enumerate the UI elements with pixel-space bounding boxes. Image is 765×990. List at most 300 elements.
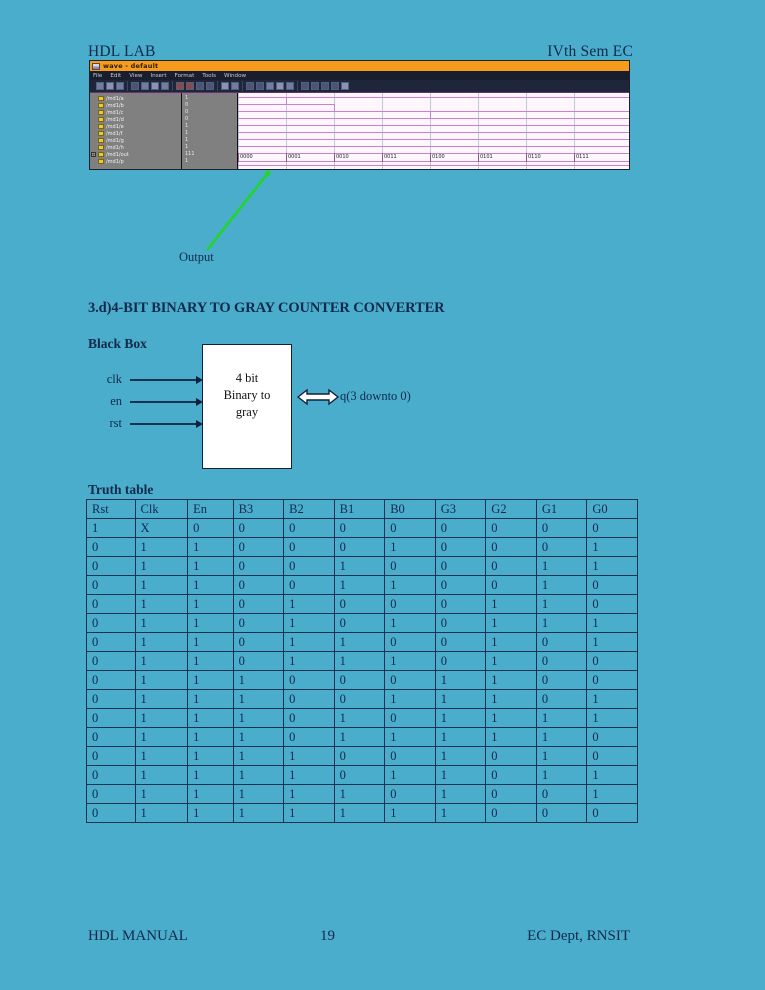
- wave-bus-tick: [526, 153, 527, 162]
- section-heading: 3.d)4-BIT BINARY TO GRAY COUNTER CONVERTER: [88, 300, 445, 316]
- truth-table-cell: 0: [284, 557, 335, 576]
- truth-table-cell: 1: [188, 652, 233, 671]
- truth-table-cell: 1: [334, 652, 385, 671]
- prev-transition-icon[interactable]: [196, 82, 204, 90]
- wave-signal-row[interactable]: [90, 123, 181, 130]
- truth-table-cell: 0: [87, 576, 136, 595]
- truth-table-cell: 0: [87, 633, 136, 652]
- header-left-text: HDL LAB: [88, 43, 156, 60]
- truth-table-cell: 0: [87, 538, 136, 557]
- truth-table-cell: 1: [135, 747, 188, 766]
- column-header-g2: G2: [486, 500, 537, 519]
- wave-edge: [286, 97, 287, 104]
- truth-table-cell: 0: [486, 538, 537, 557]
- signal-icon: [98, 131, 104, 136]
- truth-table-title: Truth table: [88, 482, 154, 497]
- cut-icon[interactable]: [131, 82, 139, 90]
- truth-table-cell: 0: [385, 747, 436, 766]
- wave-menubar: [90, 71, 629, 80]
- select-mode-icon[interactable]: [221, 82, 229, 90]
- wave-bus-tick: [478, 153, 479, 162]
- truth-table-cell: 1: [587, 614, 638, 633]
- footer-right-text: EC Dept, RNSIT: [527, 928, 630, 944]
- document-header: [88, 43, 633, 61]
- truth-table-cell: 0: [233, 614, 284, 633]
- menu-item-window[interactable]: Window: [224, 72, 247, 79]
- wave-bus-tick: [286, 153, 287, 162]
- truth-table-cell: 1: [284, 804, 335, 823]
- truth-table-cell: 0: [536, 785, 587, 804]
- truth-table-cell: 1: [486, 690, 537, 709]
- group-icon[interactable]: [311, 82, 319, 90]
- truth-table-cell: 1: [334, 576, 385, 595]
- truth-table-cell: 1: [188, 766, 233, 785]
- signal-value: 1: [185, 130, 189, 136]
- truth-table-cell: 1: [135, 595, 188, 614]
- truth-table-cell: 0: [284, 576, 335, 595]
- truth-table-cell: 0: [284, 671, 335, 690]
- wave-window-title: wave - default: [103, 62, 159, 70]
- signal-value: 0: [185, 116, 189, 122]
- truth-table-cell: 0: [486, 804, 537, 823]
- menu-item-insert[interactable]: Insert: [150, 72, 167, 79]
- wave-trace: [286, 104, 334, 105]
- truth-table-cell: 0: [87, 595, 136, 614]
- signal-name: /md1/e: [106, 123, 124, 130]
- blackbox-subheading: Black Box: [88, 336, 147, 351]
- signal-value: 1: [185, 137, 189, 143]
- wave-signal-row[interactable]: [90, 95, 181, 102]
- truth-table-row: [87, 709, 638, 728]
- truth-table-cell: 1: [233, 766, 284, 785]
- truth-table-cell: 0: [536, 538, 587, 557]
- truth-table-row: [87, 614, 638, 633]
- truth-table-cell: 0: [87, 728, 136, 747]
- wave-trace: [238, 165, 629, 166]
- blackbox-line-1: 4 bit: [235, 371, 259, 385]
- truth-table-row: [87, 728, 638, 747]
- truth-table-cell: 0: [233, 557, 284, 576]
- signal-icon: [98, 145, 104, 150]
- blackbox-input-label-clk: clk: [106, 372, 122, 386]
- column-header-b1: B1: [334, 500, 385, 519]
- wave-body: [90, 93, 629, 170]
- truth-table-row: [87, 633, 638, 652]
- truth-table-cell: 0: [284, 519, 335, 538]
- delete-cursor-icon[interactable]: [186, 82, 194, 90]
- truth-table-row: [87, 785, 638, 804]
- truth-table-cell: 1: [536, 766, 587, 785]
- arrow-line: [207, 173, 268, 250]
- truth-table-cell: 0: [435, 576, 486, 595]
- truth-table-cell: 0: [284, 728, 335, 747]
- truth-table-cell: 0: [486, 785, 537, 804]
- wave-trace: [238, 118, 629, 119]
- truth-table-cell: 0: [435, 538, 486, 557]
- truth-table-row: [87, 804, 638, 823]
- column-header-clk: Clk: [135, 500, 188, 519]
- wave-signal-row[interactable]: [90, 109, 181, 116]
- truth-table-cell: 1: [435, 747, 486, 766]
- truth-table-cell: 1: [233, 785, 284, 804]
- truth-table-cell: 1: [233, 728, 284, 747]
- truth-table-cell: 1: [233, 709, 284, 728]
- truth-table-cell: 1: [536, 728, 587, 747]
- truth-table-cell: 1: [435, 766, 486, 785]
- truth-table-cell: 0: [334, 690, 385, 709]
- wave-bus-value: 0011: [384, 154, 397, 160]
- truth-table-cell: 0: [87, 766, 136, 785]
- ungroup-icon[interactable]: [321, 82, 329, 90]
- wave-trace: [238, 139, 629, 140]
- truth-table-cell: 0: [587, 728, 638, 747]
- wave-signal-name-pane[interactable]: [90, 93, 182, 170]
- wave-trace: [238, 97, 629, 98]
- truth-table-cell: 1: [233, 747, 284, 766]
- truth-table-cell: 0: [536, 652, 587, 671]
- truth-table-cell: 1: [284, 614, 335, 633]
- truth-table-cell: 0: [334, 614, 385, 633]
- truth-table-cell: 0: [536, 519, 587, 538]
- truth-table: [86, 499, 638, 823]
- truth-table-row: [87, 519, 638, 538]
- modelsim-wave-window: [89, 60, 630, 170]
- truth-table-cell: 0: [587, 595, 638, 614]
- truth-table-cell: 1: [188, 804, 233, 823]
- truth-table-cell: 1: [536, 614, 587, 633]
- truth-table-cell: 0: [435, 633, 486, 652]
- zoom-cursor-icon[interactable]: [286, 82, 294, 90]
- wave-bus-bottom-edge: [238, 161, 629, 162]
- menu-item-tools[interactable]: Tools: [202, 72, 217, 79]
- blackbox-output-label: q(3 downto 0): [340, 389, 411, 403]
- column-header-g0: G0: [587, 500, 638, 519]
- wave-canvas[interactable]: [238, 93, 629, 170]
- truth-table-cell: 1: [233, 690, 284, 709]
- zoom-range-icon[interactable]: [276, 82, 284, 90]
- truth-table-cell: 1: [536, 747, 587, 766]
- truth-table-cell: 1: [188, 785, 233, 804]
- signal-name: /md1/p: [106, 158, 124, 165]
- truth-table-cell: 0: [435, 557, 486, 576]
- wave-bus-tick: [382, 153, 383, 162]
- wave-edge: [430, 111, 431, 118]
- wave-value-pane: [182, 93, 238, 170]
- truth-table-cell: 1: [135, 671, 188, 690]
- wave-signal-row[interactable]: [90, 102, 181, 109]
- truth-table-cell: 0: [233, 576, 284, 595]
- properties-icon[interactable]: [341, 82, 349, 90]
- truth-table-cell: 1: [486, 595, 537, 614]
- next-transition-icon[interactable]: [206, 82, 214, 90]
- blackbox-body: [202, 344, 292, 469]
- truth-table-cell: 1: [486, 671, 537, 690]
- column-header-b3: B3: [233, 500, 284, 519]
- truth-table-cell: 1: [385, 538, 436, 557]
- truth-table-cell: 0: [334, 538, 385, 557]
- combine-icon[interactable]: [331, 82, 339, 90]
- truth-table-cell: 0: [486, 576, 537, 595]
- wave-trace: [238, 146, 629, 147]
- truth-table-row: [87, 538, 638, 557]
- truth-table-cell: 1: [486, 709, 537, 728]
- signal-name: /md1/c: [106, 109, 124, 116]
- truth-table-row: [87, 652, 638, 671]
- truth-table-cell: 1: [385, 652, 436, 671]
- blackbox-diagram: [88, 340, 488, 475]
- truth-table-cell: 1: [188, 671, 233, 690]
- truth-table-cell: 1: [587, 690, 638, 709]
- signal-name: /md1/b: [106, 102, 124, 109]
- blackbox-input-label-rst: rst: [109, 416, 122, 430]
- truth-table-cell: 1: [587, 709, 638, 728]
- wave-bus-value: 0100: [432, 154, 445, 160]
- wave-trace: [238, 132, 629, 133]
- truth-table-cell: 1: [188, 576, 233, 595]
- truth-table-cell: 0: [486, 557, 537, 576]
- truth-table-cell: 0: [233, 538, 284, 557]
- blackbox-line-3: gray: [235, 405, 259, 419]
- arrow-head-dot: [265, 170, 270, 175]
- truth-table-cell: 0: [587, 747, 638, 766]
- truth-table-cell: 0: [587, 652, 638, 671]
- truth-table-cell: 0: [385, 595, 436, 614]
- document-footer: [88, 928, 630, 945]
- copy-icon[interactable]: [141, 82, 149, 90]
- signal-value: 0: [185, 109, 189, 115]
- signal-value: 111: [185, 151, 195, 157]
- truth-table-cell: 1: [135, 614, 188, 633]
- truth-table-cell: 1: [486, 614, 537, 633]
- truth-table-cell: 1: [284, 785, 335, 804]
- menu-item-view[interactable]: View: [129, 72, 143, 79]
- truth-table-cell: 0: [385, 671, 436, 690]
- truth-table-cell: 0: [536, 671, 587, 690]
- truth-table-cell: 0: [87, 614, 136, 633]
- truth-table-cell: 1: [536, 557, 587, 576]
- signal-value: 0: [185, 102, 189, 108]
- zoom-in-icon[interactable]: [246, 82, 254, 90]
- column-header-rst: Rst: [87, 500, 136, 519]
- truth-table-cell: 1: [284, 766, 335, 785]
- signal-icon: [98, 96, 104, 101]
- truth-table-cell: 1: [188, 633, 233, 652]
- truth-table-cell: 1: [334, 804, 385, 823]
- wave-bus-value: 0111: [576, 154, 589, 160]
- truth-table-cell: 0: [233, 519, 284, 538]
- paste-icon[interactable]: [151, 82, 159, 90]
- truth-table-cell: 0: [536, 804, 587, 823]
- truth-table-header-row: [87, 500, 638, 519]
- wave-signal-row[interactable]: [90, 144, 181, 151]
- signal-name: /md1/f: [106, 130, 123, 137]
- truth-table-cell: 0: [385, 709, 436, 728]
- column-header-g1: G1: [536, 500, 587, 519]
- truth-table-cell: 1: [334, 633, 385, 652]
- wave-trace: [238, 125, 629, 126]
- truth-table-cell: 0: [486, 747, 537, 766]
- truth-table-row: [87, 595, 638, 614]
- truth-table-cell: 0: [233, 633, 284, 652]
- truth-table-cell: 1: [435, 728, 486, 747]
- toolbar-group-format: [298, 81, 352, 91]
- wave-signal-row-bus[interactable]: [90, 151, 181, 158]
- output-bus-arrow-icon: [298, 390, 338, 404]
- truth-table-cell: 0: [87, 804, 136, 823]
- truth-table-cell: 1: [188, 690, 233, 709]
- find-icon[interactable]: [161, 82, 169, 90]
- truth-table-cell: 1: [188, 595, 233, 614]
- wave-bus-value: 0110: [528, 154, 541, 160]
- truth-table-cell: 1: [135, 785, 188, 804]
- menu-item-format[interactable]: Format: [174, 72, 195, 79]
- wave-signal-row[interactable]: [90, 116, 181, 123]
- truth-table-cell: 0: [87, 747, 136, 766]
- truth-table-cell: 0: [435, 652, 486, 671]
- truth-table-cell: 1: [135, 766, 188, 785]
- expand-plus-icon[interactable]: +: [92, 152, 96, 157]
- truth-table-cell: 1: [587, 633, 638, 652]
- signal-value: 1: [185, 158, 189, 164]
- signal-name: /md1/a: [106, 95, 124, 102]
- print-icon[interactable]: [116, 82, 124, 90]
- truth-table-cell: 0: [334, 747, 385, 766]
- truth-table-cell: 0: [385, 785, 436, 804]
- toolbar-group-zoom: [243, 81, 298, 91]
- truth-table-cell: 0: [385, 557, 436, 576]
- toolbar-group-select: [218, 81, 243, 91]
- wave-signal-row[interactable]: [90, 158, 181, 165]
- zoom-mode-icon[interactable]: [231, 82, 239, 90]
- truth-table-cell: 0: [233, 595, 284, 614]
- open-icon[interactable]: [96, 82, 104, 90]
- zoom-full-icon[interactable]: [266, 82, 274, 90]
- truth-table-cell: 0: [486, 519, 537, 538]
- truth-table-cell: 1: [334, 728, 385, 747]
- truth-table-cell: 1: [385, 766, 436, 785]
- zoom-out-icon[interactable]: [256, 82, 264, 90]
- truth-table-cell: 1: [135, 728, 188, 747]
- toolbar-group-file: [93, 81, 128, 91]
- column-header-g3: G3: [435, 500, 486, 519]
- wave-bus-value: 0101: [480, 154, 493, 160]
- truth-table-cell: 1: [135, 633, 188, 652]
- wave-toolbar: [90, 80, 629, 93]
- wave-signal-row[interactable]: [90, 137, 181, 144]
- truth-table-cell: 0: [87, 785, 136, 804]
- truth-table-cell: 1: [135, 538, 188, 557]
- truth-table-cell: 1: [188, 709, 233, 728]
- save-icon[interactable]: [106, 82, 114, 90]
- output-annotation-arrow: [190, 160, 290, 260]
- truth-table-cell: 1: [435, 804, 486, 823]
- truth-table-row: [87, 766, 638, 785]
- truth-table-cell: 1: [385, 614, 436, 633]
- truth-table-cell: 0: [87, 671, 136, 690]
- truth-table-row: [87, 747, 638, 766]
- truth-table-cell: 1: [435, 671, 486, 690]
- wave-bus-tick: [430, 153, 431, 162]
- wave-window-icon: [92, 63, 100, 70]
- truth-table-cell: 0: [188, 519, 233, 538]
- truth-table-cell: 1: [284, 747, 335, 766]
- truth-table-cell: 1: [385, 576, 436, 595]
- truth-table-cell: 0: [284, 709, 335, 728]
- truth-table-cell: 1: [188, 614, 233, 633]
- toolbar-group-edit: [128, 81, 173, 91]
- truth-table-cell: 1: [284, 652, 335, 671]
- truth-table-cell: 1: [135, 804, 188, 823]
- wave-bus-value: 0010: [336, 154, 349, 160]
- truth-table-cell: 1: [435, 785, 486, 804]
- truth-table-cell: 1: [233, 671, 284, 690]
- truth-table-cell: 1: [486, 728, 537, 747]
- menu-item-edit[interactable]: Edit: [110, 72, 122, 79]
- truth-table-cell: 1: [284, 633, 335, 652]
- truth-table-cell: 1: [284, 595, 335, 614]
- truth-table-cell: 1: [385, 728, 436, 747]
- signal-value: 1: [185, 144, 189, 150]
- wave-edge: [334, 104, 335, 111]
- truth-table-cell: 0: [334, 595, 385, 614]
- truth-table-row: [87, 671, 638, 690]
- wave-bus-tick: [334, 153, 335, 162]
- truth-table-cell: 0: [334, 766, 385, 785]
- truth-table-cell: 0: [284, 538, 335, 557]
- truth-table-cell: 1: [385, 690, 436, 709]
- menu-item-file[interactable]: File: [93, 72, 103, 79]
- wave-bus-tick: [574, 153, 575, 162]
- truth-table-row: [87, 557, 638, 576]
- truth-table-row: [87, 576, 638, 595]
- radix-icon[interactable]: [301, 82, 309, 90]
- signal-name: /md1/d: [106, 116, 124, 123]
- column-header-b2: B2: [284, 500, 335, 519]
- signal-icon: [98, 159, 104, 164]
- truth-table-cell: 0: [435, 614, 486, 633]
- signal-icon: [98, 152, 104, 157]
- truth-table-cell: 1: [135, 652, 188, 671]
- truth-table-cell: 0: [435, 595, 486, 614]
- truth-table-cell: 0: [87, 652, 136, 671]
- truth-table-cell: 1: [334, 785, 385, 804]
- signal-icon: [98, 103, 104, 108]
- truth-table-cell: 1: [435, 690, 486, 709]
- truth-table-cell: 0: [486, 766, 537, 785]
- truth-table-cell: 1: [188, 728, 233, 747]
- signal-name: /md1/h: [106, 144, 124, 151]
- footer-left-text: HDL MANUAL: [88, 928, 188, 944]
- blackbox-input-label-en: en: [110, 394, 122, 408]
- truth-table-cell: 0: [587, 576, 638, 595]
- truth-table-cell: 1: [486, 633, 537, 652]
- wave-bus-value: 0000: [240, 154, 253, 160]
- toolbar-group-cursor: [173, 81, 218, 91]
- truth-table-cell: 0: [587, 804, 638, 823]
- wave-bus-tick: [238, 153, 239, 162]
- signal-icon: [98, 138, 104, 143]
- truth-table-cell: 1: [135, 576, 188, 595]
- signal-value: 1: [185, 123, 189, 129]
- column-header-b0: B0: [385, 500, 436, 519]
- truth-table-cell: 1: [87, 519, 136, 538]
- truth-table-cell: 0: [536, 633, 587, 652]
- truth-table-cell: 0: [87, 690, 136, 709]
- add-cursor-icon[interactable]: [176, 82, 184, 90]
- truth-table-cell: 0: [87, 709, 136, 728]
- signal-name: /md1/out: [106, 151, 129, 158]
- wave-signal-row[interactable]: [90, 130, 181, 137]
